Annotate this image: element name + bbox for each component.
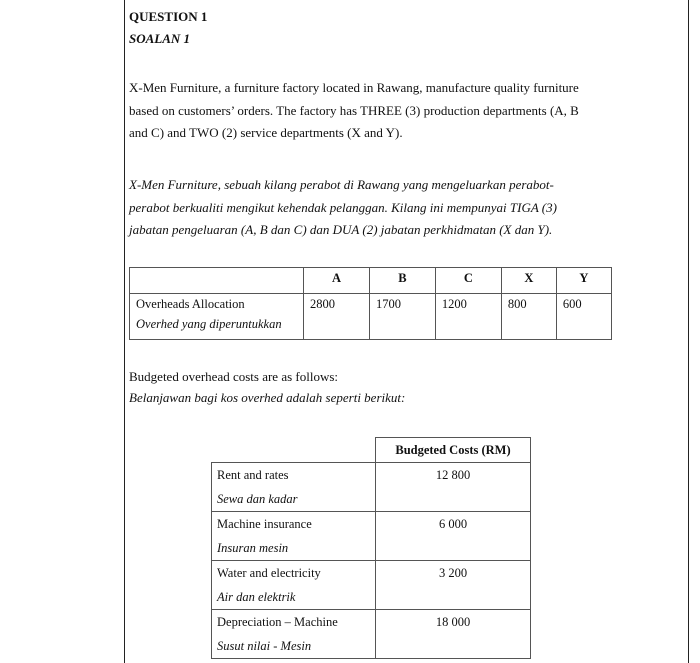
table-header-row	[130, 268, 612, 294]
cost-label-english: Water and electricity	[217, 566, 321, 580]
cost-value: 3 200	[376, 561, 531, 610]
value-c: 1200	[435, 294, 501, 340]
budget-intro-english: Budgeted overhead costs are as follows:	[129, 369, 339, 384]
intro-line: perabot berkualiti mengikut kehendak pelanggan. Kilang ini mempunyai TIGA (3)	[129, 199, 557, 215]
intro-line: and C) and TWO (2) service departments (X and Y).	[129, 125, 403, 140]
cost-label-malay: Susut nilai - Mesin	[217, 639, 312, 653]
cost-value: 12 800	[376, 463, 531, 512]
table-header-row	[212, 438, 531, 463]
column-header-c: C	[435, 268, 501, 294]
cost-label	[212, 561, 376, 610]
overheads-allocation-table	[129, 267, 612, 340]
cost-label	[212, 463, 376, 512]
intro-line: jabatan pengeluaran (A, B dan C) dan DUA (2) jabatan perkhidmatan (X dan Y).	[129, 222, 553, 237]
column-header-a: A	[304, 268, 370, 294]
cost-label	[212, 610, 376, 659]
intro-paragraph-english	[129, 77, 615, 145]
intro-line: based on customers’ orders. The factory has THREE (3) production departments (A, B	[129, 102, 579, 118]
column-header-x: X	[501, 268, 556, 294]
cost-label-english: Machine insurance	[217, 517, 312, 531]
cost-label-malay: Air dan elektrik	[217, 590, 296, 604]
cost-label-malay: Insuran mesin	[217, 541, 289, 555]
cost-label	[212, 512, 376, 561]
budgeted-costs-table	[211, 437, 531, 659]
row-label-malay: Overhed yang diperuntukkan	[130, 317, 304, 340]
value-x: 800	[501, 294, 556, 340]
table-row	[212, 610, 531, 659]
column-header-b: B	[369, 268, 435, 294]
intro-line: X-Men Furniture, sebuah kilang perabot di Rawang yang mengeluarkan perabot-	[129, 177, 554, 192]
budget-intro-malay: Belanjawan bagi kos overhed adalah seperti berikut:	[129, 390, 406, 405]
header-blank-cell	[130, 268, 304, 294]
question-title-malay: SOALAN 1	[129, 31, 191, 46]
cost-value: 18 000	[376, 610, 531, 659]
question-title: QUESTION 1	[129, 9, 208, 24]
value-a: 2800	[304, 294, 370, 340]
value-b: 1700	[369, 294, 435, 340]
column-header-y: Y	[556, 268, 611, 294]
cost-label-malay: Sewa dan kadar	[217, 492, 298, 506]
table-row	[212, 561, 531, 610]
table-row	[212, 512, 531, 561]
intro-paragraph-malay	[129, 174, 615, 242]
header-blank-cell	[212, 438, 376, 463]
row-label-english: Overheads Allocation	[130, 294, 304, 318]
intro-line: X-Men Furniture, a furniture factory located in Rawang, manufacture quality furniture	[129, 80, 579, 95]
cost-label-english: Rent and rates	[217, 468, 289, 482]
budgeted-costs-header: Budgeted Costs (RM)	[376, 438, 531, 463]
cost-value: 6 000	[376, 512, 531, 561]
table-row	[130, 294, 612, 318]
value-y: 600	[556, 294, 611, 340]
table-row	[212, 463, 531, 512]
cost-label-english: Depreciation – Machine	[217, 615, 338, 629]
